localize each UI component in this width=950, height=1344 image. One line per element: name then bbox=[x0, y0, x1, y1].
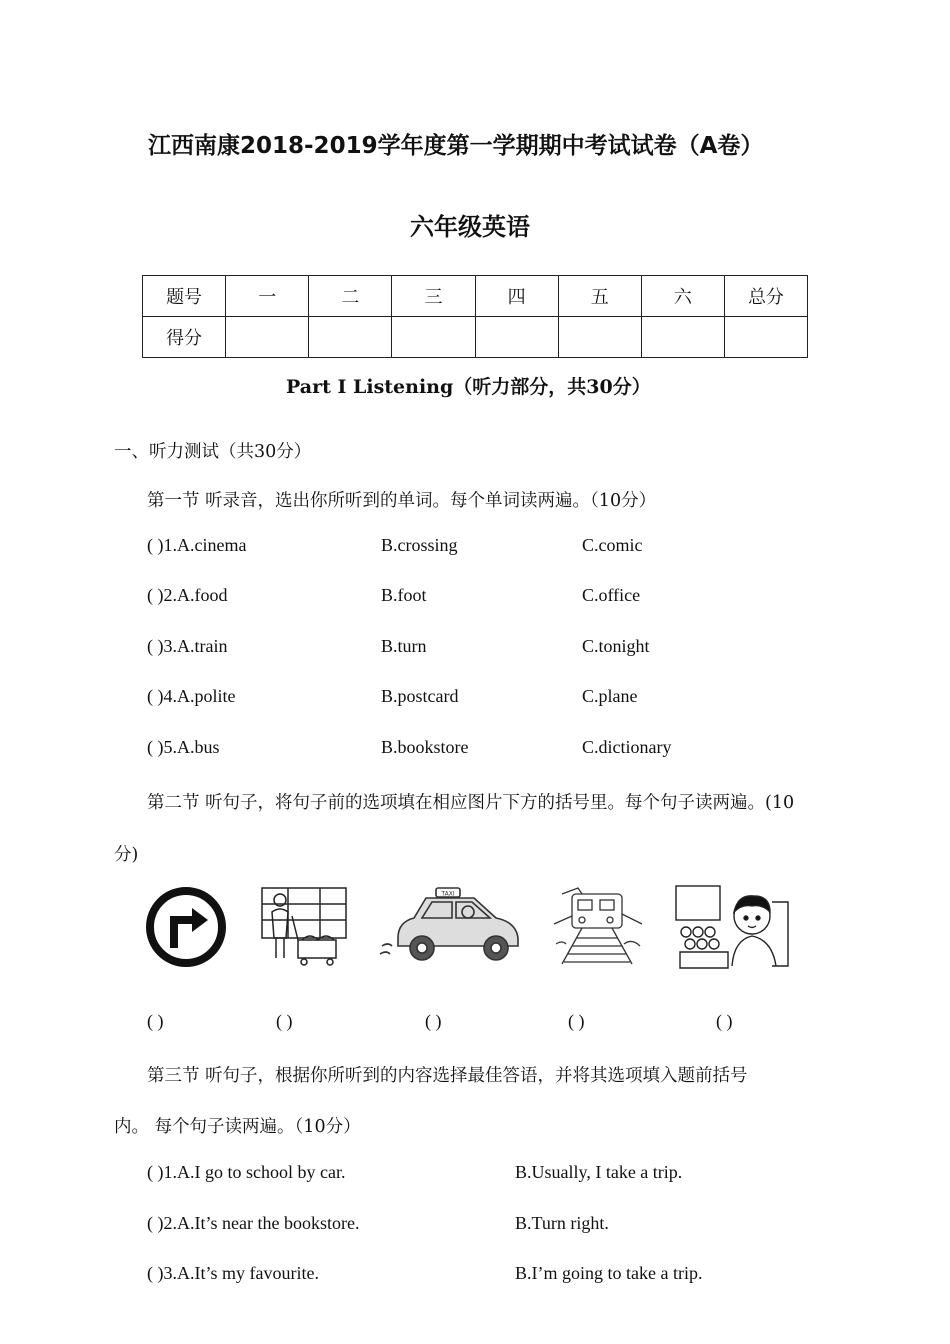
sub2-heading: 第二节 听句子，将句子前的选项填在相应图片下方的括号里。每个句子读两遍。(10 bbox=[147, 793, 795, 813]
header-cell: 题号 bbox=[143, 276, 226, 317]
q1-a: ( )1.A.cinema bbox=[147, 535, 247, 555]
score-cell bbox=[724, 317, 807, 358]
picture-5-bracket: ( ) bbox=[716, 1011, 733, 1031]
picture-2-bracket: ( ) bbox=[276, 1011, 293, 1031]
s3-q1-a: ( )1.A.I go to school by car. bbox=[147, 1162, 346, 1182]
q1-c: C.comic bbox=[582, 535, 643, 555]
score-cell bbox=[558, 317, 641, 358]
girl-shopping-icon bbox=[258, 882, 350, 970]
score-cell bbox=[475, 317, 558, 358]
s3-q2-a: ( )2.A.It’s near the bookstore. bbox=[147, 1213, 360, 1233]
picture-4-bracket: ( ) bbox=[568, 1011, 585, 1031]
q3-c: C.tonight bbox=[582, 636, 650, 656]
turn-right-sign-icon bbox=[142, 882, 232, 972]
sub1-heading: 第一节 听录音，选出你所听到的单词。每个单词读两遍。（10分） bbox=[147, 491, 657, 511]
q4-b: B.postcard bbox=[381, 686, 459, 706]
sub3-heading-cont: 内。 每个句子读两遍。（10分） bbox=[114, 1117, 361, 1137]
train-icon bbox=[552, 884, 644, 966]
score-table-header-row bbox=[143, 276, 808, 317]
q2-c: C.office bbox=[582, 585, 641, 605]
q5-b: B.bookstore bbox=[381, 737, 469, 757]
q1-b: B.crossing bbox=[381, 535, 458, 555]
header-cell: 四 bbox=[475, 276, 558, 317]
header-cell: 六 bbox=[641, 276, 724, 317]
exam-title: 江西南康2018-2019学年度第一学期期中考试试卷（A卷） bbox=[148, 133, 764, 159]
score-cell bbox=[309, 317, 392, 358]
taxi-icon bbox=[378, 884, 522, 966]
q5-c: C.dictionary bbox=[582, 737, 672, 757]
exam-subtitle: 六年级英语 bbox=[410, 213, 530, 241]
s3-q2-b: B.Turn right. bbox=[515, 1213, 609, 1233]
boy-at-cinema-icon bbox=[672, 882, 792, 970]
header-cell: 二 bbox=[309, 276, 392, 317]
s3-q3-a: ( )3.A.It’s my favourite. bbox=[147, 1263, 319, 1283]
score-cell bbox=[641, 317, 724, 358]
header-cell: 三 bbox=[392, 276, 475, 317]
score-cell bbox=[226, 317, 309, 358]
q3-b: B.turn bbox=[381, 636, 427, 656]
q2-b: B.foot bbox=[381, 585, 427, 605]
score-table bbox=[142, 275, 808, 358]
sub2-heading-cont: 分) bbox=[114, 845, 139, 865]
sub3-heading: 第三节 听句子，根据你所听到的内容选择最佳答语，并将其选项填入题前括号 bbox=[147, 1066, 748, 1086]
q5-a: ( )5.A.bus bbox=[147, 737, 220, 757]
section1-heading: 一、听力测试（共30分） bbox=[114, 442, 312, 462]
q2-a: ( )2.A.food bbox=[147, 585, 228, 605]
q3-a: ( )3.A.train bbox=[147, 636, 228, 656]
picture-3-bracket: ( ) bbox=[425, 1011, 442, 1031]
s3-q3-b: B.I’m going to take a trip. bbox=[515, 1263, 703, 1283]
header-cell: 一 bbox=[226, 276, 309, 317]
picture-1-bracket: ( ) bbox=[147, 1011, 164, 1031]
part1-heading: Part I Listening（听力部分，共30分） bbox=[286, 376, 651, 398]
header-cell: 五 bbox=[558, 276, 641, 317]
score-cell bbox=[392, 317, 475, 358]
q4-c: C.plane bbox=[582, 686, 638, 706]
row-label: 得分 bbox=[143, 317, 226, 358]
s3-q1-b: B.Usually, I take a trip. bbox=[515, 1162, 683, 1182]
header-cell: 总分 bbox=[724, 276, 807, 317]
taxi-sign-text: TAXI bbox=[441, 890, 455, 898]
score-table-score-row bbox=[143, 317, 808, 358]
q4-a: ( )4.A.polite bbox=[147, 686, 236, 706]
